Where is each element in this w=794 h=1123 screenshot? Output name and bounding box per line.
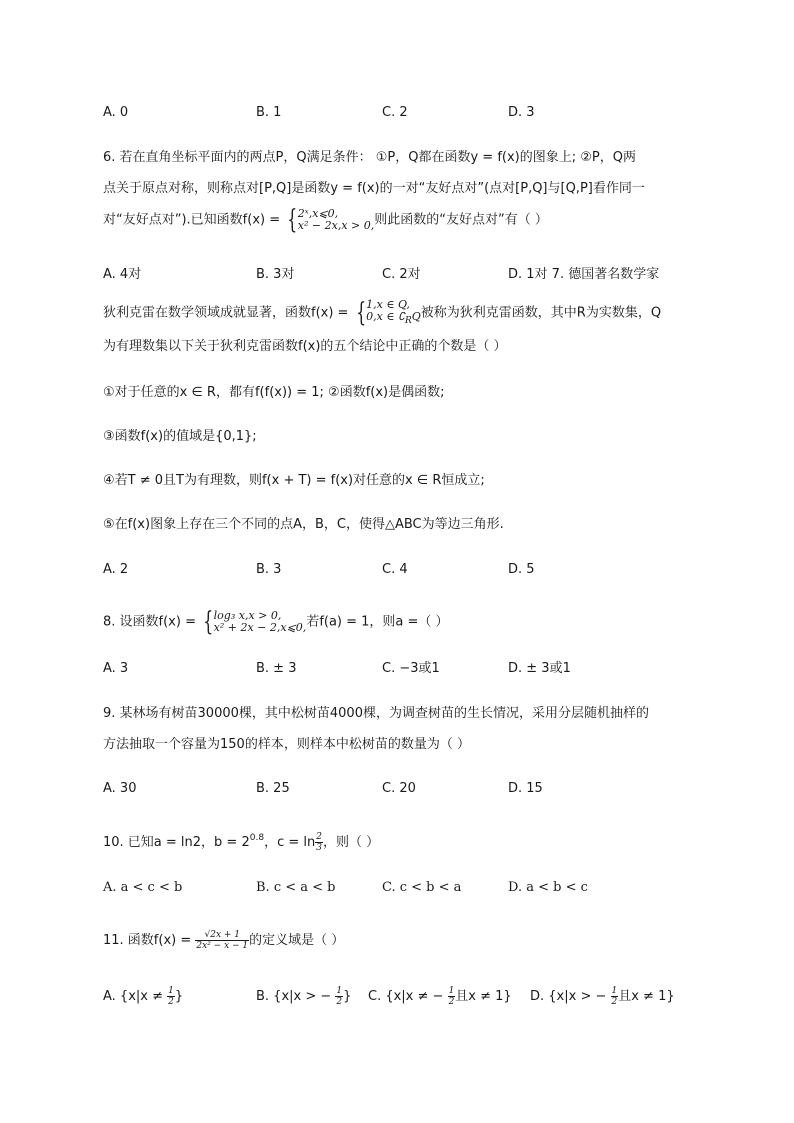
q6-function-text: 对“友好点对”).已知函数f(x) = bbox=[103, 212, 285, 228]
q11-option-a-post: } bbox=[174, 989, 184, 1004]
q7-case-2-end: Q bbox=[411, 310, 421, 323]
q7-line-1 bbox=[103, 299, 661, 327]
q11-option-d-den: 2 bbox=[611, 997, 618, 1007]
q7-statement-5: ⑤在f(x)图象上存在三个不同的点A，B，C，使得△ABC为等边三角形. bbox=[103, 517, 504, 532]
q7-option-d: D. 5 bbox=[508, 562, 535, 577]
q6-question-text: 则此函数的“友好点对”有（ ） bbox=[374, 212, 548, 228]
q10-c-den: 3 bbox=[316, 843, 322, 853]
q6-case-1: 2ˣ,x⩽0, bbox=[297, 207, 339, 220]
q10-text-c: ，则（ ） bbox=[322, 835, 380, 850]
q7-case-1: 1,x ∈ Q, bbox=[366, 298, 410, 311]
q11-option-a bbox=[103, 986, 183, 1007]
q10-text-b: ，c = ln bbox=[264, 835, 316, 850]
q11-text-a: 11. 函数f(x) = bbox=[103, 933, 196, 948]
q11-option-a-den: 2 bbox=[168, 997, 174, 1007]
q8-function-text: 8. 设函数f(x) = bbox=[103, 614, 201, 630]
q7-statement-3: ③函数f(x)的值域是{0,1}; bbox=[103, 429, 257, 444]
q6-line-2: 点关于原点对称，则称点对[P,Q]是函数y = f(x)的一对“友好点对”(点对[P,Q]与[Q,P]看作同一 bbox=[103, 181, 645, 196]
q11-option-b-num: 1 bbox=[336, 986, 343, 996]
q9-line-2: 方法抽取一个容量为150的样本，则样本中松树苗的数量为（ ） bbox=[103, 737, 470, 752]
q6-case-2: x² − 2x,x > 0, bbox=[297, 219, 375, 232]
q8-line bbox=[103, 609, 449, 635]
q8-cases bbox=[214, 610, 307, 634]
q5-option-a: A. 0 bbox=[103, 105, 129, 120]
q8-option-c: C. −3或1 bbox=[382, 661, 440, 676]
q11-option-b bbox=[256, 986, 351, 1007]
q7-option-b: B. 3 bbox=[256, 562, 282, 577]
q11-option-d-num: 1 bbox=[611, 986, 618, 996]
q10-c-num: 2 bbox=[316, 832, 322, 842]
q10-line bbox=[103, 829, 379, 853]
q8-case-1: log₃ x,x > 0, bbox=[213, 609, 282, 622]
q11-option-a-pre: A. {x|x ≠ bbox=[103, 989, 168, 1004]
q10-option-a: A. a < c < b bbox=[103, 880, 183, 895]
q11-option-b-post: } bbox=[343, 989, 352, 1004]
q6-option-a: A. 4对 bbox=[103, 267, 142, 282]
q10-option-b: B. c < a < b bbox=[256, 880, 336, 895]
q11-text-b: 的定义域是（ ） bbox=[249, 933, 345, 948]
q11-option-b-pre: B. {x|x > − bbox=[256, 989, 336, 1004]
q10-c-fraction bbox=[315, 832, 323, 853]
q11-option-b-fraction bbox=[335, 986, 343, 1007]
q11-option-b-den: 2 bbox=[336, 997, 343, 1007]
q8-option-a: A. 3 bbox=[103, 661, 129, 676]
q7-statement-1-2: ①对于任意的x ∈ R，都有f(f(x)) = 1; ②函数f(x)是偶函数; bbox=[103, 385, 445, 400]
q6-option-b: B. 3对 bbox=[256, 267, 295, 282]
q8-option-b: B. ± 3 bbox=[256, 661, 297, 676]
q11-denominator: 2x² − x − 1 bbox=[196, 941, 249, 951]
q6-cases bbox=[298, 208, 374, 232]
q6-option-d: D. 1对 7. 德国著名数学家 bbox=[508, 267, 660, 282]
q9-option-a: A. 30 bbox=[103, 781, 137, 796]
q5-option-c: C. 2 bbox=[382, 105, 408, 120]
q10-text-a: 10. 已知a = ln2，b = 2 bbox=[103, 835, 250, 850]
q7-function-text: 狄利克雷在数学领域成就显著，函数f(x) = bbox=[103, 305, 353, 321]
q6-line-1: 6. 若在直角坐标平面内的两点P，Q满足条件： ①P，Q都在函数y = f(x)的图象上; ②P，Q两 bbox=[103, 150, 636, 165]
q11-option-c-den: 2 bbox=[448, 997, 455, 1007]
q7-option-a: A. 2 bbox=[103, 562, 129, 577]
q11-option-d-post: 且x ≠ 1} bbox=[618, 989, 675, 1004]
q7-case-2-main: 0,x ∈ ∁ bbox=[366, 310, 405, 323]
q11-numerator: √2x + 1 bbox=[195, 930, 249, 941]
q10-b-exponent: 0.8 bbox=[249, 833, 265, 843]
q11-option-c-post: 且x ≠ 1} bbox=[455, 989, 512, 1004]
q5-option-d: D. 3 bbox=[508, 105, 535, 120]
q9-option-d: D. 15 bbox=[508, 781, 543, 796]
q7-line-2: 为有理数集以下关于狄利克雷函数f(x)的五个结论中正确的个数是（ ） bbox=[103, 339, 507, 354]
q8-case-2: x² + 2x − 2,x⩽0, bbox=[213, 621, 307, 634]
q7-case-2 bbox=[366, 311, 421, 327]
q11-option-d-pre: D. {x|x > − bbox=[530, 989, 611, 1004]
q11-option-a-fraction bbox=[167, 986, 175, 1007]
q10-option-d: D. a < b < c bbox=[508, 880, 588, 895]
q6-option-c: C. 2对 bbox=[382, 267, 421, 282]
q5-option-b: B. 1 bbox=[256, 105, 282, 120]
q11-line bbox=[103, 930, 344, 951]
q11-option-c-pre: C. {x|x ≠ − bbox=[368, 989, 448, 1004]
q9-option-c: C. 20 bbox=[382, 781, 416, 796]
q8-brace: { bbox=[203, 607, 214, 637]
q7-option-c: C. 4 bbox=[382, 562, 408, 577]
q8-question-text: 若f(a) = 1，则a =（ ） bbox=[306, 614, 449, 630]
q11-option-a-num: 1 bbox=[168, 986, 174, 996]
q11-option-d bbox=[530, 986, 675, 1007]
q7-desc-text: 被称为狄利克雷函数，其中R为实数集，Q bbox=[420, 305, 662, 321]
q7-statement-4: ④若T ≠ 0且T为有理数，则f(x + T) = f(x)对任意的x ∈ R恒成立; bbox=[103, 473, 485, 488]
q6-brace: { bbox=[287, 205, 298, 235]
q7-brace: { bbox=[355, 298, 366, 328]
q10-option-c: C. c < b < a bbox=[382, 880, 462, 895]
q7-case-2-sub: R bbox=[404, 316, 412, 326]
q11-fraction bbox=[195, 930, 249, 951]
q8-option-d: D. ± 3或1 bbox=[508, 661, 571, 676]
q9-option-b: B. 25 bbox=[256, 781, 290, 796]
q6-line-3 bbox=[103, 207, 548, 233]
q11-option-c-num: 1 bbox=[448, 986, 455, 996]
q11-option-c bbox=[368, 986, 512, 1007]
q9-line-1: 9. 某林场有树苗30000棵，其中松树苗4000棵，为调查树苗的生长情况，采用分层随机抽样的 bbox=[103, 706, 649, 721]
q7-cases bbox=[366, 299, 421, 327]
